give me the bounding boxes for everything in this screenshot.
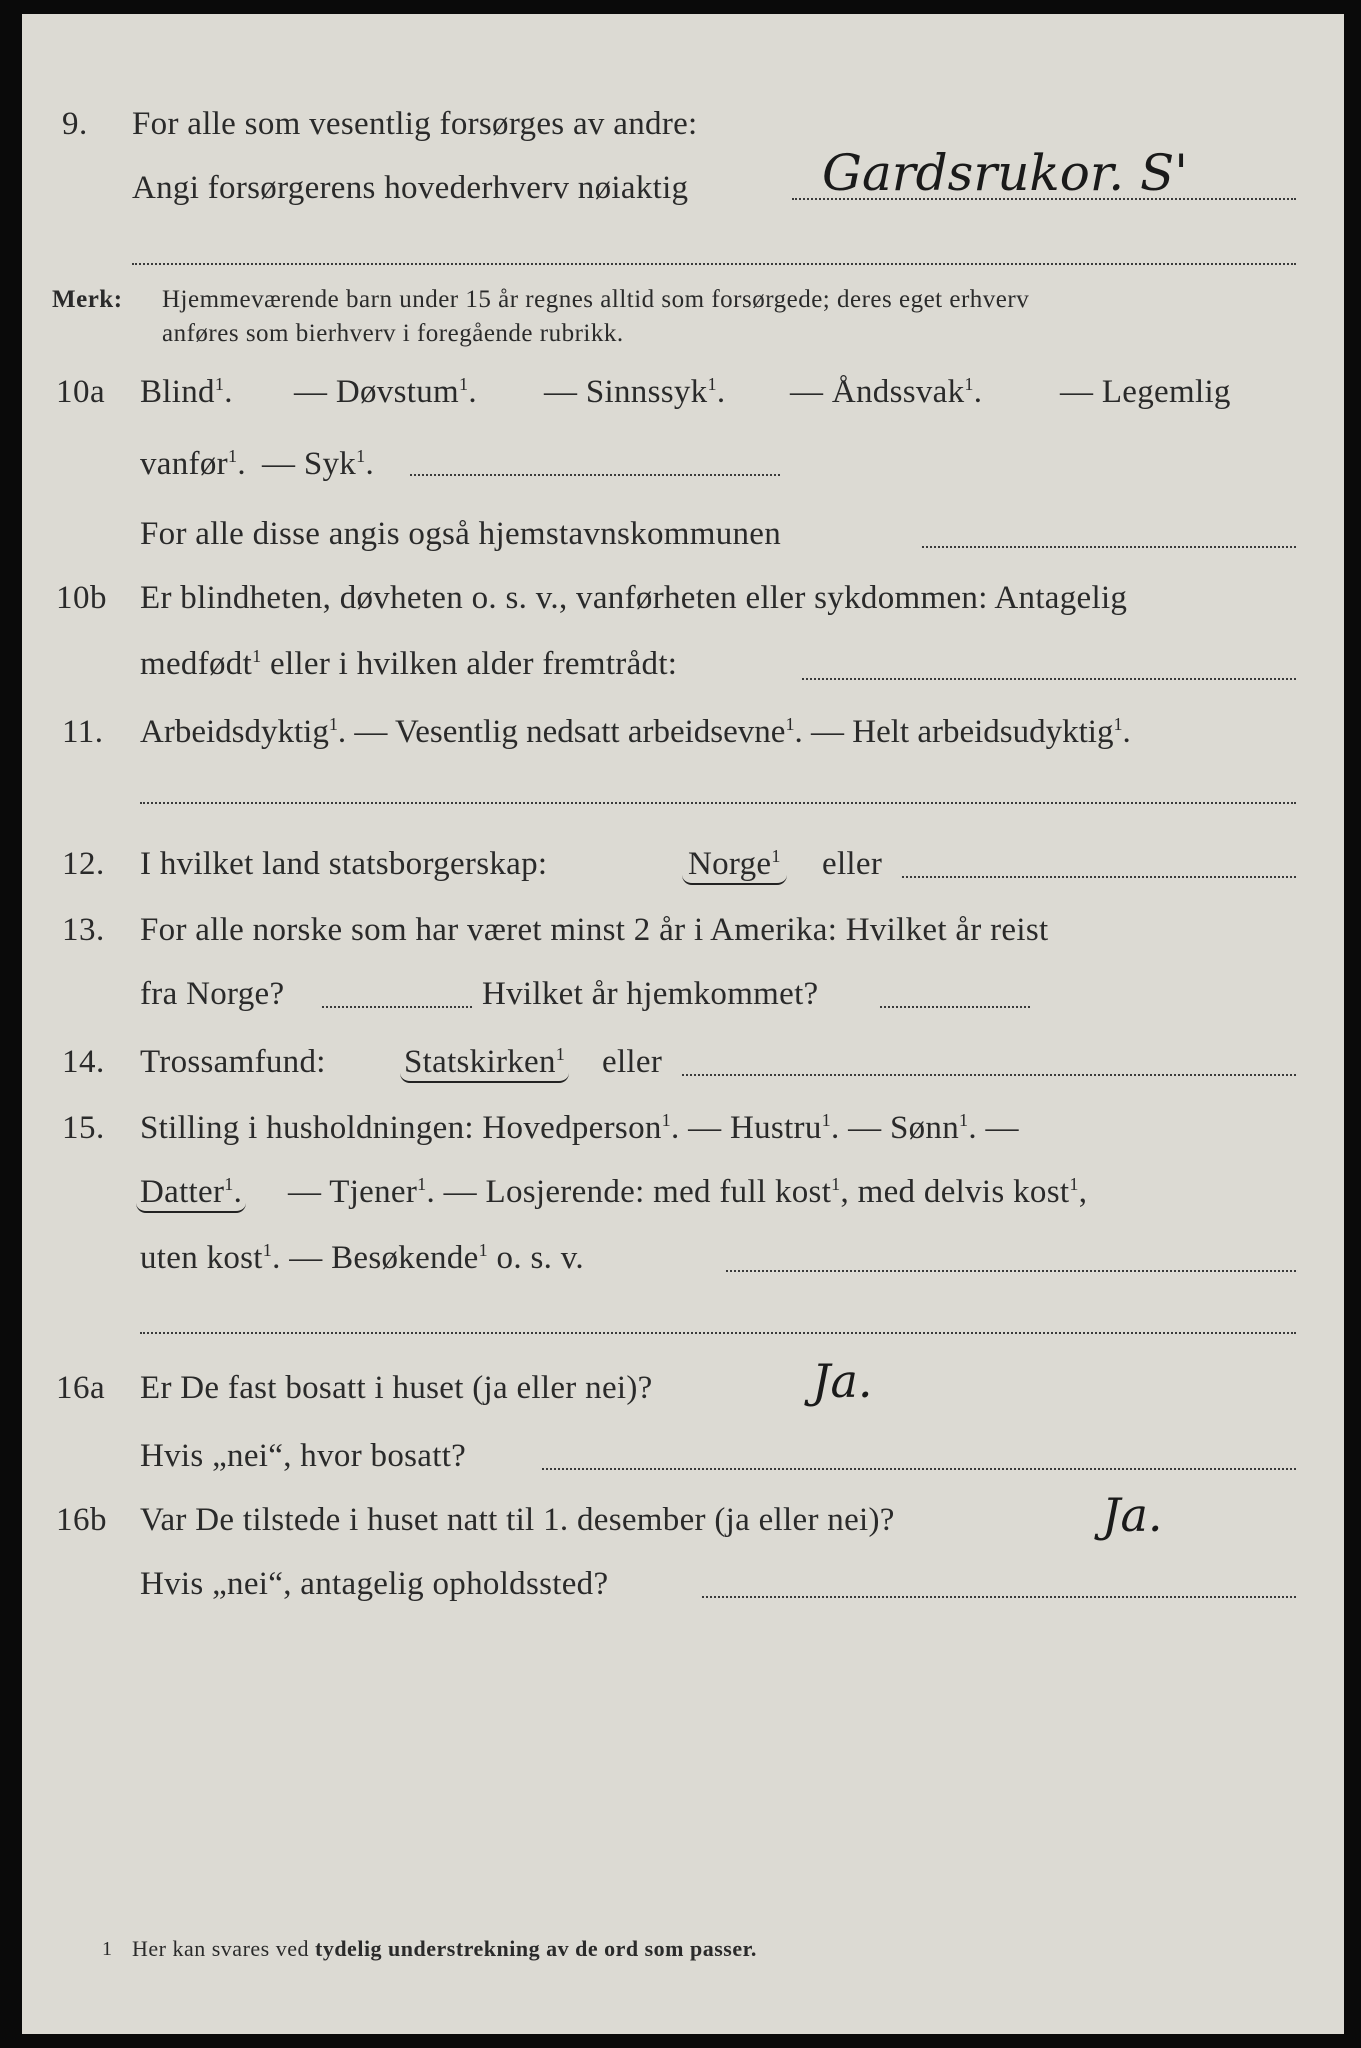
q12-number: 12. bbox=[62, 846, 105, 882]
q15-line3: uten kost$^1$. — Besøkende$^1$ o. s. v. bbox=[140, 1240, 584, 1276]
q16b-line2: Hvis „nei“, antagelig opholdssted? bbox=[140, 1566, 609, 1602]
q10a-syk: — Syk$^1$. bbox=[262, 446, 375, 482]
q16b-handwritten-answer: Ja. bbox=[1102, 1488, 1163, 1542]
q14-number: 14. bbox=[62, 1044, 105, 1080]
footnote-text: Her kan svares ved tydelig understrekning av de ord som passer. bbox=[132, 1936, 757, 1961]
q16a-number: 16a bbox=[56, 1370, 106, 1406]
q10b-line bbox=[802, 678, 1296, 680]
q11-extra-line bbox=[140, 802, 1296, 804]
q9-number: 9. bbox=[62, 106, 88, 142]
q9-line2: Angi forsørgerens hovederhverv nøiaktig bbox=[132, 170, 689, 206]
q12-line bbox=[902, 876, 1296, 878]
q10a-number: 10a bbox=[56, 374, 106, 410]
q13-line1: For alle norske som har været minst 2 år i Amerika: Hvilket år reist bbox=[140, 912, 1049, 948]
q9-line1: For alle som vesentlig forsørges av andre: bbox=[132, 106, 698, 142]
q10b-line2: medfødt$^1$ eller i hvilken alder fremtrådt: bbox=[140, 646, 678, 682]
q16a-handwritten-answer: Ja. bbox=[812, 1354, 873, 1408]
q10a-vanfor: vanfør$^1$. bbox=[140, 446, 246, 482]
q10a-blind: Blind$^1$. bbox=[140, 374, 233, 410]
q16a-line2: Hvis „nei“, hvor bosatt? bbox=[140, 1438, 467, 1474]
q16b-line1: Var De tilstede i huset natt til 1. desember (ja eller nei)? bbox=[140, 1502, 895, 1538]
q15-datter-underlined: Datter$^1$. bbox=[136, 1174, 246, 1213]
census-form-page bbox=[22, 14, 1344, 2034]
merk-line2: anføres som bierhverv i foregående rubrikk. bbox=[162, 320, 624, 347]
q13-hjemkommet-line bbox=[880, 1006, 1030, 1008]
q12-norge-underlined: Norge$^1$ bbox=[682, 846, 787, 885]
merk-line1: Hjemmeværende barn under 15 år regnes alltid som forsørgede; deres eget erhverv bbox=[162, 286, 1030, 313]
q16b-number: 16b bbox=[56, 1502, 107, 1538]
q14-statskirken-underlined: Statskirken$^1$ bbox=[400, 1044, 569, 1083]
q10a-dovstum: — Døvstum$^1$. bbox=[294, 374, 477, 410]
q10a-hjemstavn-line bbox=[922, 546, 1296, 548]
q15-number: 15. bbox=[62, 1110, 105, 1146]
footnote-mark: 1 bbox=[102, 1938, 113, 1960]
q16a-line bbox=[542, 1468, 1296, 1470]
q11-number: 11. bbox=[62, 714, 104, 750]
q15-line bbox=[726, 1270, 1296, 1272]
q12-eller: eller bbox=[822, 846, 883, 882]
merk-label: Merk: bbox=[52, 286, 123, 313]
q15-extra-line bbox=[140, 1332, 1296, 1334]
q10b-number: 10b bbox=[56, 580, 107, 616]
q14-eller: eller bbox=[602, 1044, 663, 1080]
q10a-syk-line bbox=[410, 474, 780, 476]
q13-line2b: Hvilket år hjemkommet? bbox=[482, 976, 819, 1012]
q9-handwritten-answer: Gardsrukor. S' bbox=[822, 144, 1189, 202]
q16a-line1: Er De fast bosatt i huset (ja eller nei)? bbox=[140, 1370, 653, 1406]
q14-line bbox=[682, 1074, 1296, 1076]
q13-line2a: fra Norge? bbox=[140, 976, 285, 1012]
q10a-legemlig: — Legemlig bbox=[1060, 374, 1231, 410]
q12-text: I hvilket land statsborgerskap: bbox=[140, 846, 548, 882]
q14-text: Trossamfund: bbox=[140, 1044, 326, 1080]
q9-extra-line bbox=[132, 263, 1296, 265]
q10a-line3: For alle disse angis også hjemstavnskommunen bbox=[140, 516, 782, 552]
q11-text: Arbeidsdyktig$^1$. — Vesentlig nedsatt arbeidsevne$^1$. — Helt arbeidsudyktig$^1$. bbox=[140, 714, 1131, 750]
q16b-line bbox=[702, 1596, 1296, 1598]
q10a-andssvak: — Åndssvak$^1$. bbox=[790, 374, 983, 410]
q15-line2: — Tjener$^1$. — Losjerende: med full kost$^1$, med delvis kost$^1$, bbox=[288, 1174, 1088, 1210]
q15-line1: Stilling i husholdningen: Hovedperson$^1$. — Hustru$^1$. — Sønn$^1$. — bbox=[140, 1110, 1019, 1146]
q10b-line1: Er blindheten, døvheten o. s. v., vanførheten eller sykdommen: Antagelig bbox=[140, 580, 1128, 616]
q10a-sinnssyk: — Sinnssyk$^1$. bbox=[544, 374, 726, 410]
q13-number: 13. bbox=[62, 912, 105, 948]
q13-reist-line bbox=[322, 1006, 472, 1008]
